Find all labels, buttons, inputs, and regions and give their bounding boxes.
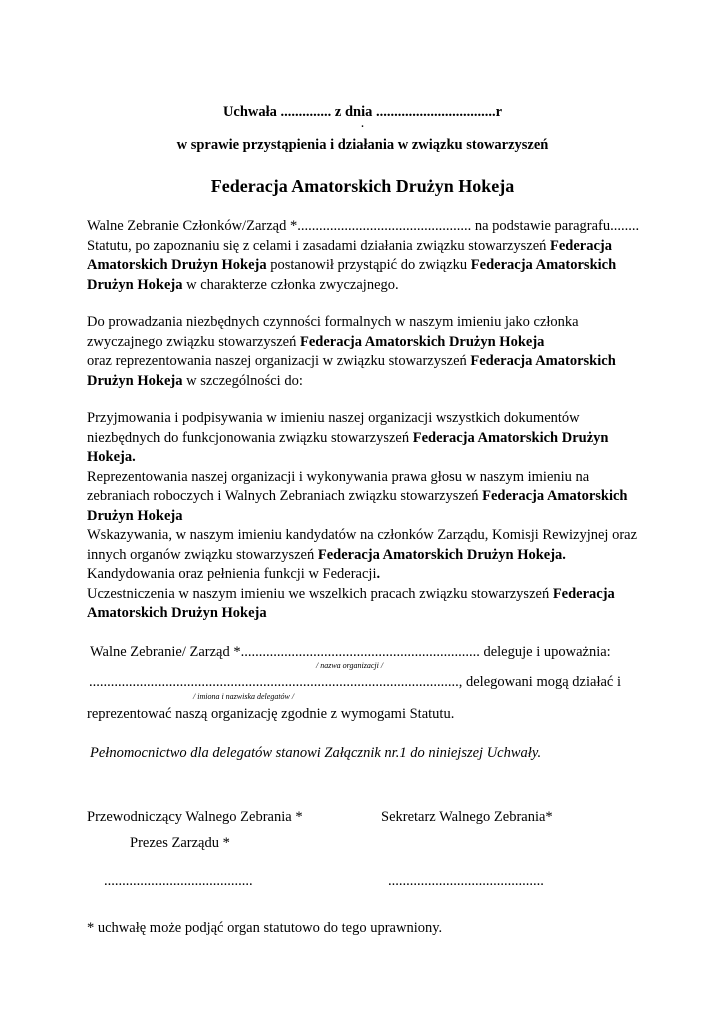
paragraph-membership: [87, 217, 657, 295]
para2-line2: [87, 333, 657, 353]
signature-line-right: ...........................................: [388, 873, 544, 889]
duty-line: Drużyn Hokeja: [87, 507, 183, 524]
para2-text: zwyczajnego związku stowarzyszeń: [87, 333, 300, 350]
signature-line-left: .........................................: [104, 873, 253, 889]
duty-line: [87, 429, 657, 449]
duty-line: Hokeja.: [87, 449, 136, 465]
para2-text: oraz reprezentowania naszej organizacji w związku stowarzyszeń: [87, 353, 471, 369]
para2-text: w szczególności do:: [182, 372, 303, 389]
para1-text: postanowił przystąpić do związku: [266, 257, 471, 273]
para1-bold: Drużyn Hokeja: [87, 276, 183, 293]
resolution-subject: w sprawie przystąpienia i działania w związku stowarzyszeń: [176, 137, 549, 153]
caption-organization-name: / nazwa organizacji /: [316, 661, 384, 670]
para1-bold: Federacja: [550, 237, 613, 254]
para1-text: Statutu, po zapoznaniu się z celami i zasadami działania związku stowarzyszeń: [87, 237, 551, 254]
paragraph-duties: [87, 409, 657, 624]
duty-bold: Federacja Amatorskich Drużyn: [412, 429, 609, 446]
organization-name: Federacja Amatorskich Drużyn Hokeja: [210, 176, 515, 196]
duty-line: Reprezentowania naszej organizacji i wykonywania prawa głosu w naszym imieniu na: [87, 468, 590, 485]
duty-text: zebraniach roboczych i Walnych Zebraniach związku stowarzyszeń: [87, 488, 483, 504]
duty-line: [87, 546, 657, 566]
signature-secretary-title: Sekretarz Walnego Zebrania*: [381, 809, 553, 825]
para2-bold: Drużyn Hokeja: [87, 372, 183, 389]
para1-line3: [87, 256, 657, 276]
delegation-line-3: reprezentować naszą organizację zgodnie z wymogami Statutu.: [87, 706, 455, 722]
duty-line: Amatorskich Drużyn Hokeja: [87, 605, 267, 621]
title-dot: .: [361, 119, 364, 130]
duty-line: Przyjmowania i podpisywania w imieniu naszej organizacji wszystkich dokumentów: [87, 410, 580, 426]
caption-delegate-names: / imiona i nazwiska delegatów /: [193, 692, 295, 701]
para2-line4: [87, 372, 657, 392]
para1-text: w charakterze członka zwyczajnego.: [182, 276, 399, 293]
duty-text: innych organów związku stowarzyszeń: [87, 546, 318, 563]
resolution-title: Uchwała .............. z dnia .................................r: [222, 104, 503, 120]
power-of-attorney-note: Pełnomocnictwo dla delegatów stanowi Załącznik nr.1 do niniejszej Uchwały.: [90, 745, 542, 761]
delegation-line-1: Walne Zebranie/ Zarząd *.................................................................. deleguje i upoważnia:: [90, 644, 611, 660]
duty-line: [87, 585, 657, 605]
duty-bold: Federacja Amatorskich Drużyn Hokeja.: [317, 546, 566, 563]
para2-line3: [87, 352, 657, 372]
para2-bold: Federacja Amatorskich: [470, 353, 616, 369]
para1-line1: Walne Zebranie Członków/Zarząd *................................................ na podstawie paragrafu........: [87, 218, 640, 234]
duty-bold: Federacja: [552, 585, 615, 602]
duty-line: Wskazywania, w naszym imieniu kandydatów na członków Zarządu, Komisji Rewizyjnej oraz: [87, 527, 638, 543]
duty-text: Uczestniczenia w naszym imieniu we wszelkich pracach związku stowarzyszeń: [87, 585, 553, 602]
signature-chairman-title: Przewodniczący Walnego Zebrania *: [87, 809, 303, 825]
duty-line: [87, 487, 657, 507]
para1-line2: [87, 237, 657, 257]
para1-bold: Amatorskich Drużyn Hokeja: [87, 257, 267, 273]
para1-line4: [87, 276, 657, 296]
duty-bold: .: [376, 566, 381, 582]
para2-bold: Federacja Amatorskich Drużyn Hokeja: [299, 333, 545, 350]
para2-line1: Do prowadzania niezbędnych czynności formalnych w naszym imieniu jako członka: [87, 314, 579, 330]
signature-president-title: Prezes Zarządu *: [130, 835, 230, 851]
delegation-line-2: ......................................................................................................, delegowani mogą działać i: [89, 674, 622, 690]
duty-text: niezbędnych do funkcjonowania związku stowarzyszeń: [87, 429, 413, 446]
paragraph-formalities: [87, 313, 657, 391]
duty-bold: Federacja Amatorskich: [482, 488, 628, 504]
para1-bold: Federacja Amatorskich: [470, 257, 617, 273]
duty-text: Kandydowania oraz pełnienia funkcji w Federacji: [87, 566, 377, 582]
footnote: * uchwałę może podjąć organ statutowo do tego uprawniony.: [87, 920, 443, 936]
duty-line: [87, 565, 657, 585]
